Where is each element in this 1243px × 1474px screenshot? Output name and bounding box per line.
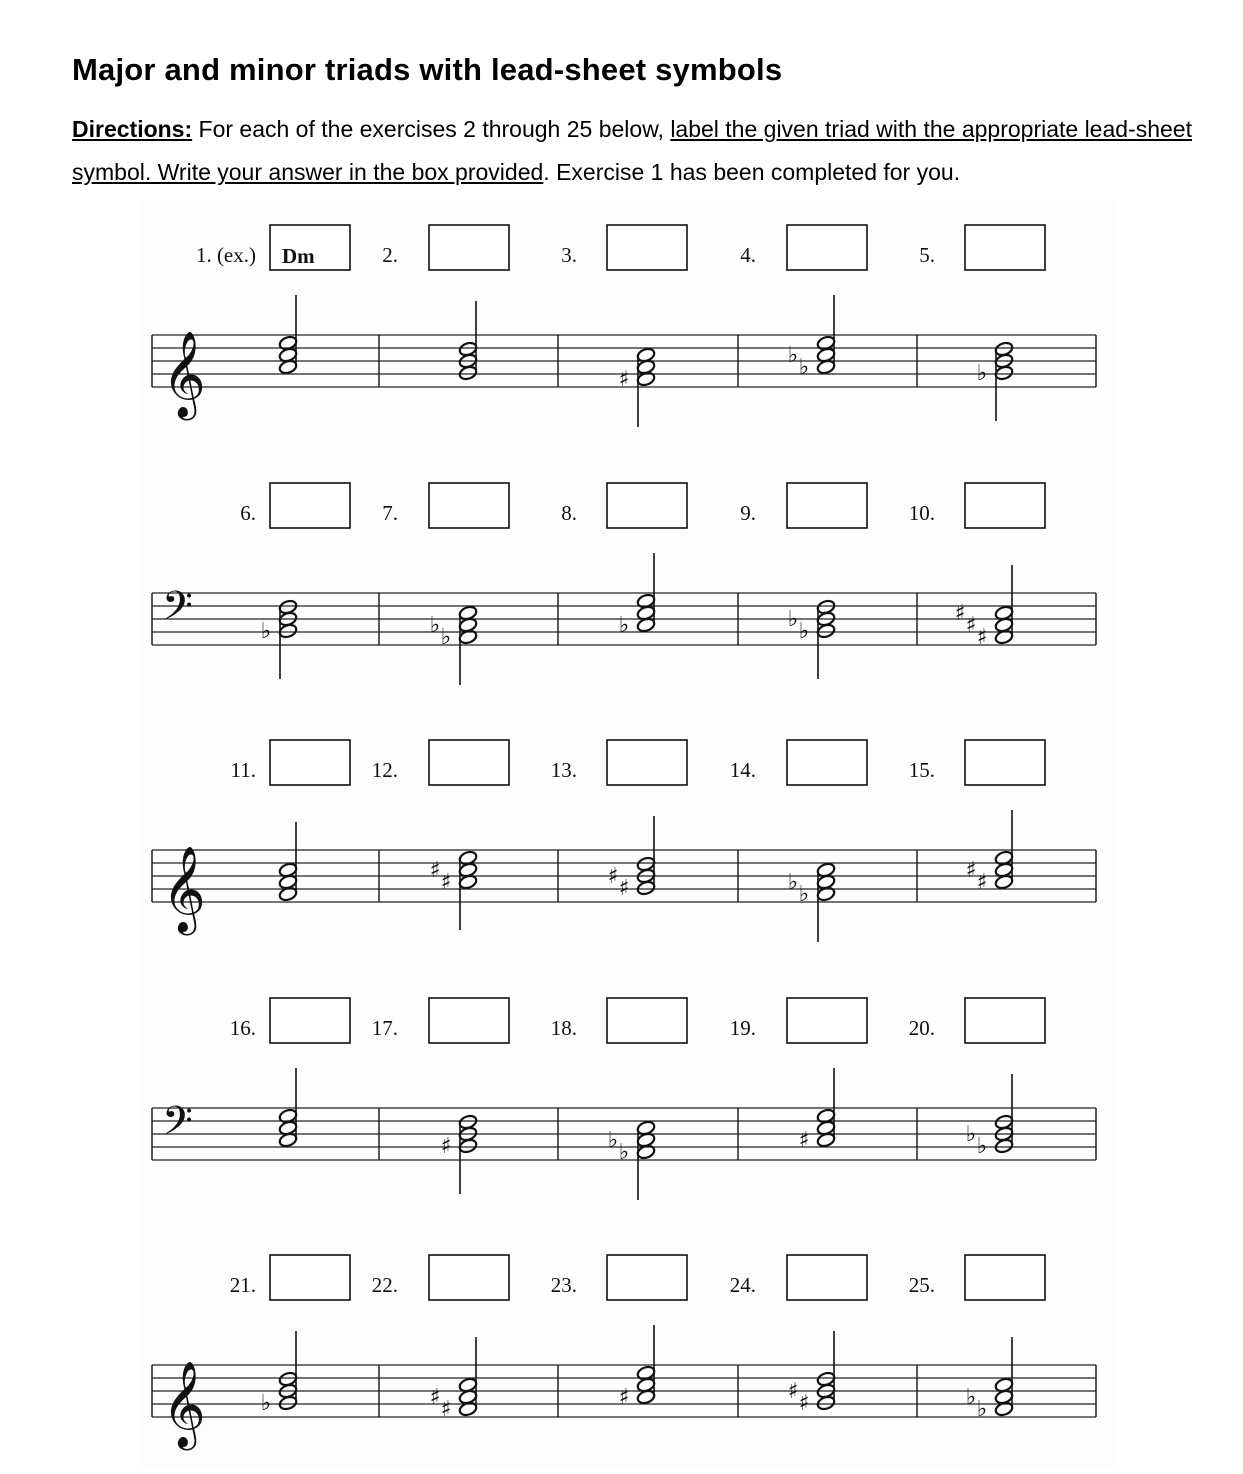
sharp-icon: ♯ bbox=[440, 1397, 452, 1422]
triad-chord bbox=[441, 1114, 478, 1194]
exercise-number: 1. (ex.) bbox=[195, 243, 256, 267]
flat-icon: ♭ bbox=[976, 1134, 988, 1159]
sharp-icon: ♯ bbox=[429, 858, 441, 883]
answer-box[interactable] bbox=[270, 1255, 350, 1300]
exercise-number: 25. bbox=[908, 1273, 935, 1297]
answer-box[interactable] bbox=[429, 225, 509, 270]
exercise-number: 10. bbox=[908, 501, 935, 525]
exercise-number: 15. bbox=[908, 758, 935, 782]
flat-icon: ♭ bbox=[440, 625, 452, 650]
exercise-row bbox=[152, 483, 1096, 685]
exercise-number: 20. bbox=[908, 1016, 935, 1040]
answer-box[interactable] bbox=[787, 740, 867, 785]
treble-clef-icon: 𝄞 bbox=[162, 1361, 206, 1447]
directions bbox=[72, 108, 1192, 194]
flat-icon: ♭ bbox=[607, 1128, 619, 1153]
triad-chord bbox=[799, 1068, 836, 1153]
answer-box[interactable] bbox=[965, 483, 1045, 528]
treble-clef-icon: 𝄞 bbox=[162, 846, 206, 932]
triad-chord bbox=[619, 553, 656, 638]
triad-chord bbox=[619, 1325, 656, 1410]
exercise-row bbox=[152, 740, 1096, 942]
answer-box[interactable] bbox=[965, 740, 1045, 785]
answer-box[interactable] bbox=[787, 225, 867, 270]
exercise-number: 9. bbox=[740, 501, 756, 525]
sharp-icon: ♯ bbox=[965, 858, 977, 883]
sharp-icon: ♯ bbox=[618, 876, 630, 901]
worksheet bbox=[138, 200, 1118, 1468]
triad-chord bbox=[966, 1074, 1014, 1159]
triad-chord bbox=[788, 1331, 836, 1416]
notehead bbox=[994, 1114, 1014, 1130]
exercise-row bbox=[152, 998, 1096, 1200]
sharp-icon: ♯ bbox=[798, 1128, 810, 1153]
triad-chord bbox=[458, 301, 478, 381]
sharp-icon: ♯ bbox=[965, 613, 977, 638]
notehead bbox=[816, 1108, 836, 1124]
triad-chord bbox=[788, 295, 836, 380]
answer-box[interactable] bbox=[429, 483, 509, 528]
sharp-icon: ♯ bbox=[429, 1385, 441, 1410]
triad-chord bbox=[955, 565, 1014, 650]
notehead bbox=[816, 1371, 836, 1387]
notehead bbox=[278, 599, 298, 615]
flat-icon: ♭ bbox=[965, 1385, 977, 1410]
sharp-icon: ♯ bbox=[976, 870, 988, 895]
answer-text: Dm bbox=[282, 244, 315, 268]
triad-chord bbox=[261, 599, 298, 679]
notehead bbox=[458, 341, 478, 357]
sharp-icon: ♯ bbox=[787, 1379, 799, 1404]
sharp-icon: ♯ bbox=[618, 367, 630, 392]
exercise-number: 5. bbox=[919, 243, 935, 267]
answer-box[interactable] bbox=[965, 225, 1045, 270]
answer-box[interactable] bbox=[270, 483, 350, 528]
exercise-number: 21. bbox=[229, 1273, 256, 1297]
notehead bbox=[278, 335, 298, 351]
answer-box[interactable] bbox=[787, 483, 867, 528]
notehead bbox=[636, 1365, 656, 1381]
answer-box[interactable] bbox=[429, 740, 509, 785]
notehead bbox=[278, 1108, 298, 1124]
sharp-icon: ♯ bbox=[954, 601, 966, 626]
sharp-icon: ♯ bbox=[618, 1385, 630, 1410]
exercise-number: 22. bbox=[371, 1273, 398, 1297]
exercise-number: 8. bbox=[561, 501, 577, 525]
exercise-row bbox=[152, 225, 1096, 427]
exercise-number: 2. bbox=[382, 243, 398, 267]
triad-chord bbox=[608, 816, 656, 901]
flat-icon: ♭ bbox=[798, 355, 810, 380]
sharp-icon: ♯ bbox=[607, 864, 619, 889]
triad-chord bbox=[278, 822, 298, 902]
answer-box[interactable] bbox=[787, 998, 867, 1043]
flat-icon: ♭ bbox=[260, 619, 272, 644]
notehead bbox=[816, 335, 836, 351]
answer-box[interactable] bbox=[270, 740, 350, 785]
exercise-row bbox=[152, 1255, 1096, 1451]
triad-chord bbox=[261, 1331, 298, 1416]
directions-label: Directions: bbox=[72, 116, 193, 142]
worksheet-score bbox=[138, 200, 1118, 1468]
exercise-number: 14. bbox=[729, 758, 756, 782]
exercise-number: 19. bbox=[729, 1016, 756, 1040]
flat-icon: ♭ bbox=[798, 882, 810, 907]
exercise-number: 24. bbox=[729, 1273, 756, 1297]
flat-icon: ♭ bbox=[429, 613, 441, 638]
bass-clef-icon: 𝄢 bbox=[162, 1098, 193, 1154]
sharp-icon: ♯ bbox=[440, 870, 452, 895]
flat-icon: ♭ bbox=[976, 1397, 988, 1422]
answer-box[interactable] bbox=[965, 1255, 1045, 1300]
exercise-number: 6. bbox=[240, 501, 256, 525]
notehead bbox=[458, 850, 478, 866]
answer-box[interactable] bbox=[607, 483, 687, 528]
exercise-number: 17. bbox=[371, 1016, 398, 1040]
directions-text-2: . Exercise 1 has been completed for you. bbox=[543, 159, 961, 185]
answer-box[interactable] bbox=[607, 998, 687, 1043]
flat-icon: ♭ bbox=[260, 1391, 272, 1416]
notehead bbox=[636, 856, 656, 872]
triad-chord bbox=[966, 810, 1014, 895]
directions-underlined: label the given triad with the appropriate lead-sheet symbol. Write your answer in the box provided bbox=[72, 116, 1192, 185]
page-title: Major and minor triads with lead-sheet symbols bbox=[72, 52, 783, 87]
sharp-icon: ♯ bbox=[976, 625, 988, 650]
notehead bbox=[994, 850, 1014, 866]
answer-box[interactable] bbox=[429, 998, 509, 1043]
flat-icon: ♭ bbox=[787, 870, 799, 895]
exercise-number: 12. bbox=[371, 758, 398, 782]
answer-box[interactable] bbox=[607, 225, 687, 270]
exercise-number: 13. bbox=[550, 758, 577, 782]
triad-chord bbox=[430, 850, 478, 930]
exercise-number: 16. bbox=[229, 1016, 256, 1040]
flat-icon: ♭ bbox=[618, 1140, 630, 1165]
notehead bbox=[458, 1114, 478, 1130]
flat-icon: ♭ bbox=[618, 613, 630, 638]
notehead bbox=[636, 593, 656, 609]
notehead bbox=[816, 599, 836, 615]
directions-text-1: For each of the exercises 2 through 25 below, bbox=[192, 116, 671, 142]
notehead bbox=[994, 341, 1014, 357]
triad-chord bbox=[966, 1337, 1014, 1422]
sharp-icon: ♯ bbox=[440, 1134, 452, 1159]
answer-box[interactable] bbox=[429, 1255, 509, 1300]
triad-chord bbox=[977, 341, 1014, 421]
flat-icon: ♭ bbox=[798, 619, 810, 644]
answer-box[interactable] bbox=[965, 998, 1045, 1043]
exercise-number: 23. bbox=[550, 1273, 577, 1297]
answer-box[interactable] bbox=[787, 1255, 867, 1300]
bass-clef-icon: 𝄢 bbox=[162, 583, 193, 639]
exercise-number: 11. bbox=[230, 758, 256, 782]
flat-icon: ♭ bbox=[787, 607, 799, 632]
sharp-icon: ♯ bbox=[798, 1391, 810, 1416]
triad-chord bbox=[430, 1337, 478, 1422]
flat-icon: ♭ bbox=[965, 1122, 977, 1147]
triad-chord bbox=[788, 599, 836, 679]
exercise-number: 4. bbox=[740, 243, 756, 267]
answer-box[interactable] bbox=[270, 998, 350, 1043]
exercise-number: 7. bbox=[382, 501, 398, 525]
notehead bbox=[278, 1371, 298, 1387]
flat-icon: ♭ bbox=[976, 361, 988, 386]
exercise-number: 3. bbox=[561, 243, 577, 267]
flat-icon: ♭ bbox=[787, 343, 799, 368]
exercise-number: 18. bbox=[550, 1016, 577, 1040]
answer-box[interactable] bbox=[607, 740, 687, 785]
answer-box[interactable] bbox=[607, 1255, 687, 1300]
treble-clef-icon: 𝄞 bbox=[162, 331, 206, 417]
